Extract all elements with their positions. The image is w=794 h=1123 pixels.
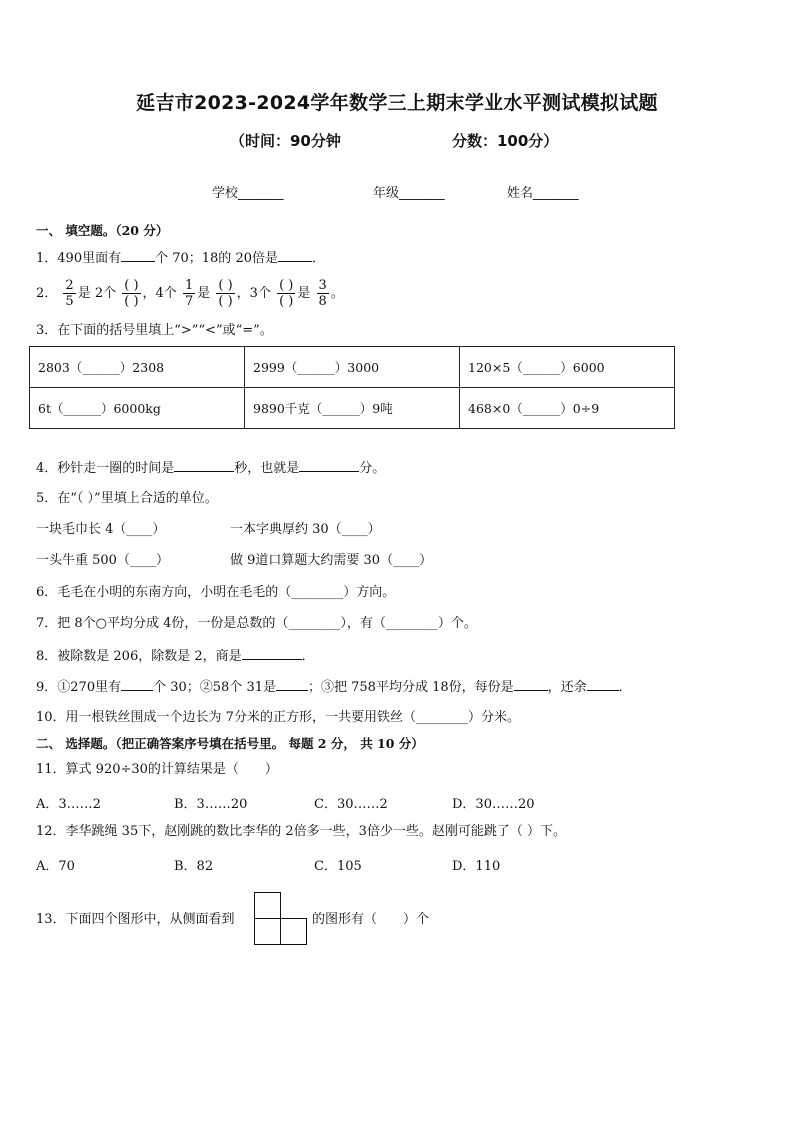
question-6: 6．毛毛在小明的东南方向，小明在毛毛的（________）方向。 — [36, 585, 396, 600]
q1-text-a: 1．490里面有 — [36, 251, 122, 266]
table-row — [30, 388, 675, 429]
q1-blank-2[interactable] — [278, 249, 312, 262]
question-5: 5．在“（ ）”里填上合适的单位。 — [36, 491, 218, 506]
q8-blank[interactable] — [242, 647, 302, 660]
q13-text-b: 的图形有（ ）个 — [312, 912, 430, 927]
q4-text-a: 4．秒针走一圈的时间是 — [36, 461, 175, 476]
grade-field[interactable]: 年级_______ — [373, 186, 445, 201]
q12-option-d[interactable]: D．110 — [452, 859, 501, 874]
school-field[interactable]: 学校_______ — [212, 186, 284, 201]
q2-text-c: ，4个 — [142, 286, 177, 301]
table-cell[interactable]: 2999（______）3000 — [245, 347, 460, 388]
q9-text-b: 个 30；②58个 31是 — [153, 680, 276, 695]
question-8 — [36, 647, 315, 666]
question-4 — [36, 459, 385, 478]
question-7: 7．把 8个○平均分成 4份，一份是总数的（________），有（________）个。 — [36, 616, 477, 631]
q2-number: 2． — [36, 286, 58, 301]
exam-time: （时间：90分钟 — [230, 132, 341, 150]
q5-item-cow[interactable]: 一头牛重 500（____） — [36, 553, 169, 568]
section-1-title: 一、 填空题。（20 分） — [36, 223, 169, 238]
q13-text-a: 13．下面四个图形中，从侧面看到 — [36, 912, 235, 927]
question-2 — [36, 276, 344, 312]
q4-text-b: 秒，也就是 — [234, 461, 300, 476]
side-view-shape-icon — [254, 892, 308, 946]
fraction-blank-2[interactable]: $\frac{( )}{( )}$ — [218, 278, 233, 309]
q9-blank-2[interactable] — [276, 678, 308, 691]
q11-option-c[interactable]: C．30……2 — [314, 797, 388, 812]
q4-blank-2[interactable] — [299, 459, 359, 472]
q11-option-b[interactable]: B．3……20 — [174, 797, 248, 812]
q11-option-a[interactable]: A．3……2 — [36, 797, 101, 812]
q5-item-dictionary[interactable]: 一本字典厚约 30（____） — [230, 522, 381, 537]
question-10: 10．用一根铁丝围成一个边长为 7分米的正方形，一共要用铁丝（________）分米。 — [36, 710, 520, 725]
question-12: 12．李华跳绳 35下，赵刚跳的数比李华的 2倍多一些，3倍少一些。赵刚可能跳了（ ）下。 — [36, 824, 567, 839]
question-1 — [36, 249, 325, 268]
table-cell[interactable]: 120×5（______）6000 — [460, 347, 675, 388]
table-cell[interactable]: 9890千克（______）9吨 — [245, 388, 460, 429]
q2-text-e: ，3个 — [236, 286, 271, 301]
fraction-2-5: $\frac{2}{5}$ — [65, 278, 74, 309]
page-title: 延吉市2023-2024学年数学三上期末学业水平测试模拟试题 — [136, 92, 658, 114]
question-11: 11．算式 920÷30的计算结果是（ ） — [36, 762, 278, 777]
q2-text-f: 是 — [297, 286, 311, 301]
q9-blank-3[interactable] — [514, 678, 548, 691]
q2-text-d: 是 — [197, 286, 211, 301]
section-2-title: 二、 选择题。（把正确答案序号填在括号里。 每题 2 分， 共 10 分） — [36, 736, 424, 751]
q8-text-b: ． — [301, 649, 315, 664]
q4-blank-1[interactable] — [174, 459, 234, 472]
q8-text-a: 8．被除数是 206，除数是 2，商是 — [36, 649, 242, 664]
q1-blank-1[interactable] — [121, 249, 155, 262]
q9-text-a: 9．①270里有 — [36, 680, 122, 695]
q5-item-oral-math[interactable]: 做 9道口算题大约需要 30（____） — [230, 553, 433, 568]
fraction-1-7: $\frac{1}{7}$ — [184, 278, 194, 309]
exam-score: 分数：100分） — [452, 132, 559, 150]
q2-text-g: 。 — [330, 286, 344, 301]
q4-text-c: 分。 — [359, 461, 386, 476]
q9-text-c: ；③把 758平均分成 18份，每份是 — [308, 680, 514, 695]
q9-text-d: ，还余 — [547, 680, 587, 695]
q12-option-b[interactable]: B．82 — [174, 859, 214, 874]
comparison-table — [29, 346, 675, 429]
q9-text-e: ． — [618, 680, 632, 695]
q2-text-b: 是 2个 — [77, 286, 117, 301]
table-cell[interactable]: 2803（______）2308 — [30, 347, 245, 388]
table-cell[interactable]: 6t（______）6000kg — [30, 388, 245, 429]
fraction-blank-3[interactable]: $\frac{( )}{( )}$ — [279, 278, 294, 309]
q1-text-c: ． — [312, 251, 326, 266]
q9-blank-1[interactable] — [121, 678, 153, 691]
fraction-blank-1[interactable]: $\frac{( )}{( )}$ — [124, 278, 139, 309]
q9-blank-4[interactable] — [587, 678, 619, 691]
q12-option-a[interactable]: A．70 — [36, 859, 75, 874]
name-field[interactable]: 姓名_______ — [507, 186, 579, 201]
q11-option-d[interactable]: D．30……20 — [452, 797, 535, 812]
q12-option-c[interactable]: C．105 — [314, 859, 362, 874]
q5-item-towel[interactable]: 一块毛巾长 4（____） — [36, 522, 166, 537]
q1-text-b: 个 70；18的 20倍是 — [155, 251, 278, 266]
question-9 — [36, 678, 632, 697]
question-3: 3．在下面的括号里填上“>”“<”或“=”。 — [36, 323, 273, 338]
fraction-3-8: $\frac{3}{8}$ — [318, 278, 327, 309]
table-row — [30, 347, 675, 388]
table-cell[interactable]: 468×0（______）0÷9 — [460, 388, 675, 429]
